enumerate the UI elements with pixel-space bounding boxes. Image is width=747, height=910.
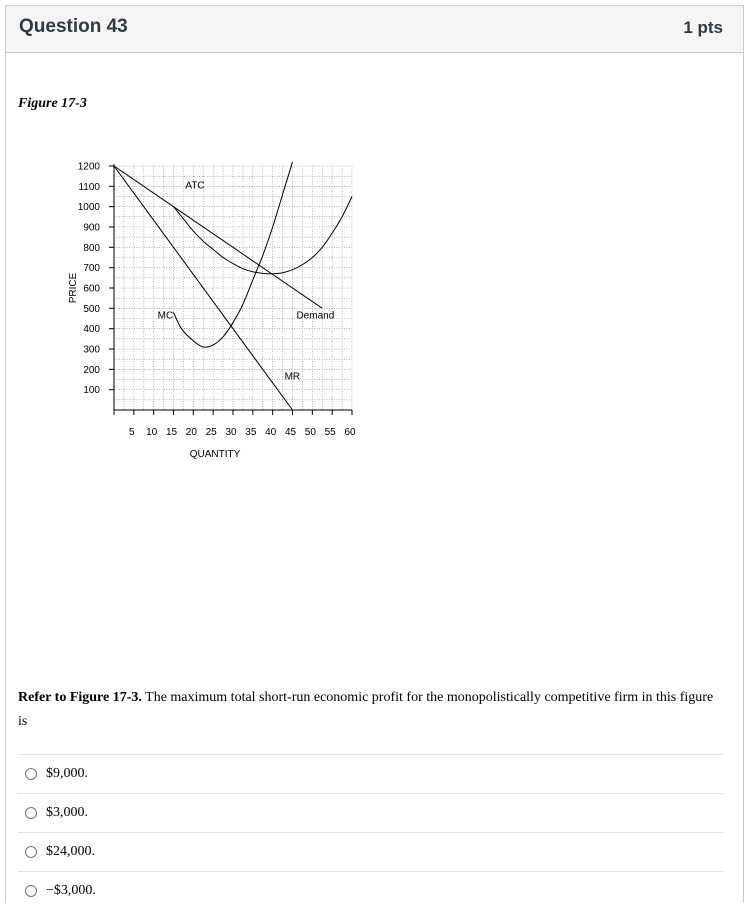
question-prompt-text: The maximum total short-run economic profit for the monopolistically competitive firm in this figure is xyxy=(18,690,714,729)
question-prompt xyxy=(18,686,718,734)
x-tick-label: 50 xyxy=(304,427,316,438)
curve-label-demand: Demand xyxy=(296,310,335,322)
series-mr-line xyxy=(114,166,293,410)
radio-button[interactable] xyxy=(25,846,37,858)
y-tick-label: 200 xyxy=(83,364,100,376)
question-title: Question 43 xyxy=(19,16,128,37)
question-points: 1 pts xyxy=(683,18,723,37)
x-axis-title: QUANTITY xyxy=(189,449,241,460)
y-tick-label: 300 xyxy=(83,344,100,356)
x-tick-label: 20 xyxy=(185,427,197,438)
answer-option[interactable] xyxy=(18,754,723,793)
y-tick-label: 1100 xyxy=(78,181,100,193)
y-tick-label: 1000 xyxy=(77,202,100,214)
figure-chart xyxy=(60,150,370,470)
answer-label: $24,000. xyxy=(46,844,95,859)
answer-label: $9,000. xyxy=(46,766,88,781)
radio-button[interactable] xyxy=(25,807,37,819)
x-tick-label: 55 xyxy=(324,427,336,438)
curve-label-mr: MR xyxy=(284,371,301,383)
answer-list xyxy=(18,754,723,910)
radio-button[interactable] xyxy=(25,885,37,897)
question-header xyxy=(6,6,743,53)
x-tick-label: 10 xyxy=(146,427,158,438)
answer-label: −$3,000. xyxy=(46,883,96,898)
question-prompt-ref: Refer to Figure 17-3. xyxy=(18,690,142,705)
x-tick-label: 30 xyxy=(225,427,237,438)
curve-label-atc: ATC xyxy=(185,180,205,192)
series-atc-line xyxy=(174,197,353,274)
radio-button[interactable] xyxy=(25,768,37,780)
x-tick-label: 15 xyxy=(165,427,178,438)
answer-option[interactable] xyxy=(18,871,723,910)
series-demand-line xyxy=(114,166,322,308)
chart-labels xyxy=(158,180,335,382)
y-tick-label: 400 xyxy=(83,324,100,336)
curve-label-mc: MC xyxy=(157,310,174,322)
y-tick-label: 100 xyxy=(83,385,100,397)
x-tick-label: 60 xyxy=(344,427,356,438)
y-tick-label: 800 xyxy=(83,242,100,254)
y-tick-label: 600 xyxy=(83,283,100,295)
y-tick-label: 500 xyxy=(83,303,100,315)
x-tick-label: 45 xyxy=(284,427,297,438)
y-axis-title: PRICE xyxy=(68,272,79,304)
y-tick-label: 700 xyxy=(83,263,100,275)
x-tick-label: 5 xyxy=(129,427,135,438)
answer-option[interactable] xyxy=(18,832,723,871)
x-tick-label: 40 xyxy=(265,427,277,438)
y-tick-label: 1200 xyxy=(77,161,100,173)
figure-caption: Figure 17-3 xyxy=(18,96,87,111)
answer-label: $3,000. xyxy=(46,805,88,820)
y-tick-label: 900 xyxy=(83,222,100,234)
x-tick-label: 25 xyxy=(205,427,217,438)
x-tick-label: 35 xyxy=(245,427,257,438)
chart-grid xyxy=(114,166,352,410)
answer-option[interactable] xyxy=(18,793,723,832)
